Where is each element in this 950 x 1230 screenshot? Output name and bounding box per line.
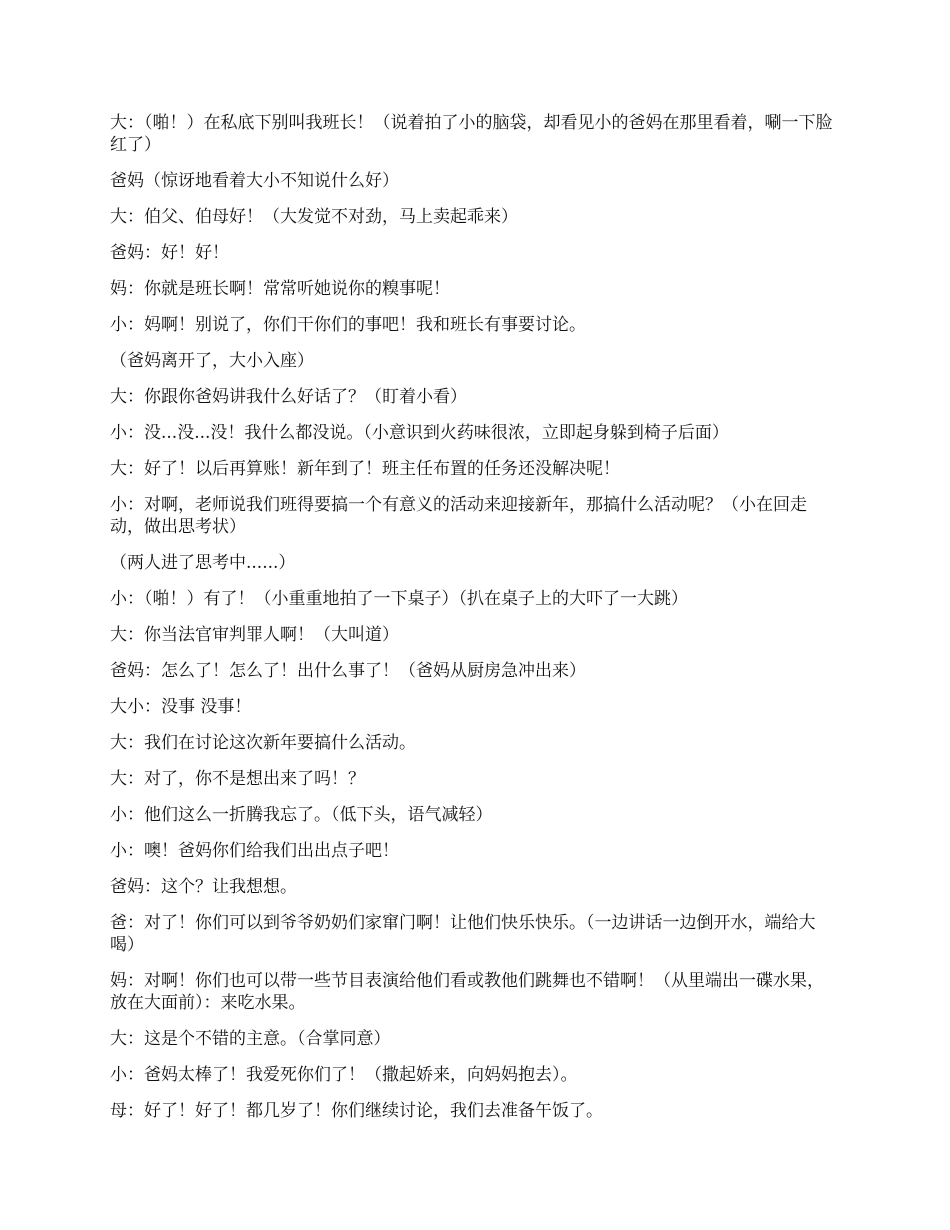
dialogue-line: 爸妈：好！好！ xyxy=(110,243,229,263)
dialogue-line: 小：（啪！）有了！（小重重地拍了一下桌子）（扒在桌子上的大吓了一大跳） xyxy=(110,589,688,609)
dialogue-line: 小：噢！爸妈你们给我们出出点子吧！ xyxy=(110,841,399,861)
dialogue-line: 大：伯父、伯母好！（大发觉不对劲，马上卖起乖来） xyxy=(110,207,518,227)
dialogue-line: 爸妈（惊讶地看着大小不知说什么好） xyxy=(110,171,399,191)
dialogue-line: 母：好了！好了！都几岁了！你们继续讨论，我们去准备午饭了。 xyxy=(110,1101,603,1121)
dialogue-line: 大：这是个不错的主意。（合掌同意） xyxy=(110,1029,391,1049)
dialogue-line: 小：妈啊！别说了，你们干你们的事吧！我和班长有事要讨论。 xyxy=(110,315,586,335)
dialogue-line: 小：爸妈太棒了！我爱死你们了！（撒起娇来，向妈妈抱去）。 xyxy=(110,1065,578,1085)
dialogue-line: 大：好了！以后再算账！新年到了！班主任布置的任务还没解决呢！ xyxy=(110,459,620,479)
dialogue-line: 妈：你就是班长啊！常常听她说你的糗事呢！ xyxy=(110,279,450,299)
dialogue-line: 妈：对啊！你们也可以带一些节目表演给他们看或教他们跳舞也不错啊！（从里端出一碟水果，放在大面前）：来吃水果。 xyxy=(110,971,824,1013)
dialogue-line: 爸妈：怎么了！怎么了！出什么事了！（爸妈从厨房急冲出来） xyxy=(110,661,586,681)
dialogue-line: 爸：对了！你们可以到爷爷奶奶们家窜门啊！让他们快乐快乐。（一边讲话一边倒开水，端给大喝） xyxy=(110,913,816,955)
dialogue-line: 小：他们这么一折腾我忘了。（低下头，语气减轻） xyxy=(110,805,493,825)
dialogue-line: 大：你跟你爸妈讲我什么好话了？（盯着小看） xyxy=(110,387,467,407)
script-body xyxy=(110,112,840,1136)
dialogue-line: 大：对了，你不是想出来了吗！？ xyxy=(110,769,365,789)
stage-direction: （爸妈离开了，大小入座） xyxy=(110,351,314,371)
dialogue-line: 大：我们在讨论这次新年要搞什么活动。 xyxy=(110,733,416,753)
stage-direction: （两人进了思考中......） xyxy=(110,553,296,573)
dialogue-line: 小：没...没...没！我什么都没说。（小意识到火药味很浓，立即起身躲到椅子后面） xyxy=(110,423,729,443)
dialogue-line: 大：（啪！）在私底下别叫我班长！（说着拍了小的脑袋，却看见小的爸妈在那里看着，唰一下脸红了） xyxy=(110,113,833,155)
dialogue-line: 大小：没事 没事！ xyxy=(110,697,252,717)
dialogue-line: 小：对啊，老师说我们班得要搞一个有意义的活动来迎接新年，那搞什么活动呢？（小在回走动，做出思考状） xyxy=(110,495,807,537)
dialogue-line: 大：你当法官审判罪人啊！（大叫道） xyxy=(110,625,399,645)
dialogue-line: 爸妈：这个？让我想想。 xyxy=(110,877,297,897)
